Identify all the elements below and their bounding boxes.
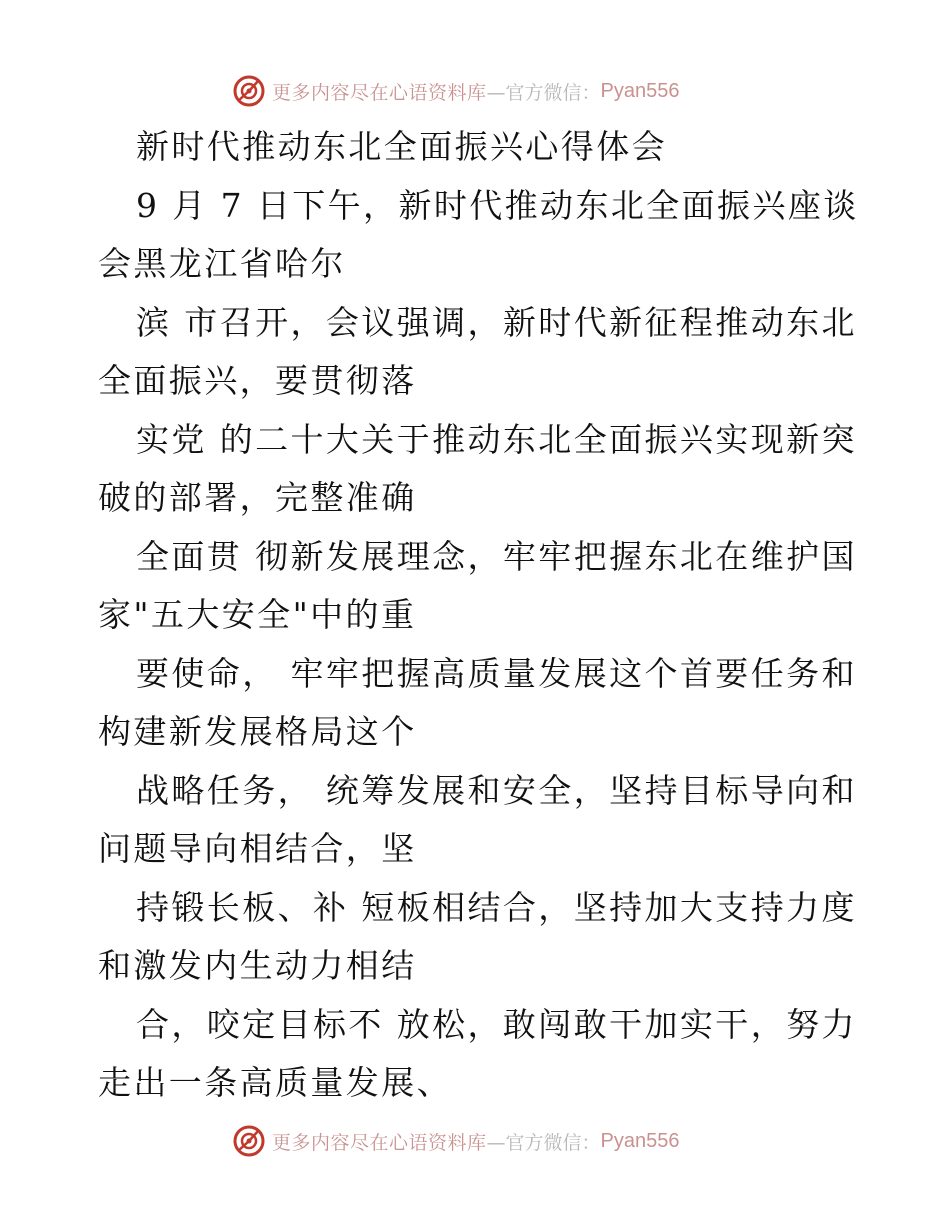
text-line: 新时代推动东北全面振兴心得体会 [136, 127, 667, 166]
watermark-wechat-id: Pyan556 [600, 79, 680, 102]
header-watermark [232, 72, 752, 110]
text-line: 问题导向相结合，坚 [98, 829, 417, 868]
watermark-separator: —官方微信： [486, 81, 601, 104]
seal-logo-icon [232, 1124, 266, 1158]
text-line: 9 月 7 日下午，新时代推动东北全面振兴座谈 [136, 185, 859, 225]
text-line: 家"五大安全"中的重 [98, 595, 417, 634]
text-line: 持锻长板、补 短板相结合，坚持加大支持力度 [136, 887, 857, 927]
text-line: 构建新发展格局这个 [98, 712, 417, 751]
watermark-wechat-id: Pyan556 [600, 1129, 680, 1152]
seal-logo-icon [232, 74, 266, 108]
watermark-text: 更多内容尽在心语资料库 [272, 1131, 487, 1154]
watermark-separator: —官方微信： [486, 1131, 601, 1154]
text-line: 实党 的二十大关于推动东北全面振兴实现新突 [136, 419, 857, 459]
document-body [98, 118, 859, 1113]
text-line: 要使命， 牢牢把握高质量发展这个首要任务和 [136, 653, 857, 693]
footer-watermark [232, 1122, 752, 1160]
text-line: 合，咬定目标不 放松，敢闯敢干加实干，努力 [136, 1004, 857, 1044]
text-line: 战略任务， 统筹发展和安全，坚持目标导向和 [136, 770, 857, 810]
text-line: 破的部署，完整准确 [98, 478, 417, 517]
text-line: 全面贯 彻新发展理念，牢牢把握东北在维护国 [136, 536, 857, 576]
text-line: 会黑龙江省哈尔 [98, 244, 346, 283]
text-line: 和激发内生动力相结 [98, 946, 417, 985]
text-line: 滨 市召开，会议强调，新时代新征程推动东北 [136, 302, 857, 342]
watermark-text: 更多内容尽在心语资料库 [272, 81, 487, 104]
text-line: 走出一条高质量发展、 [98, 1063, 452, 1102]
text-line: 全面振兴，要贯彻落 [98, 361, 417, 400]
